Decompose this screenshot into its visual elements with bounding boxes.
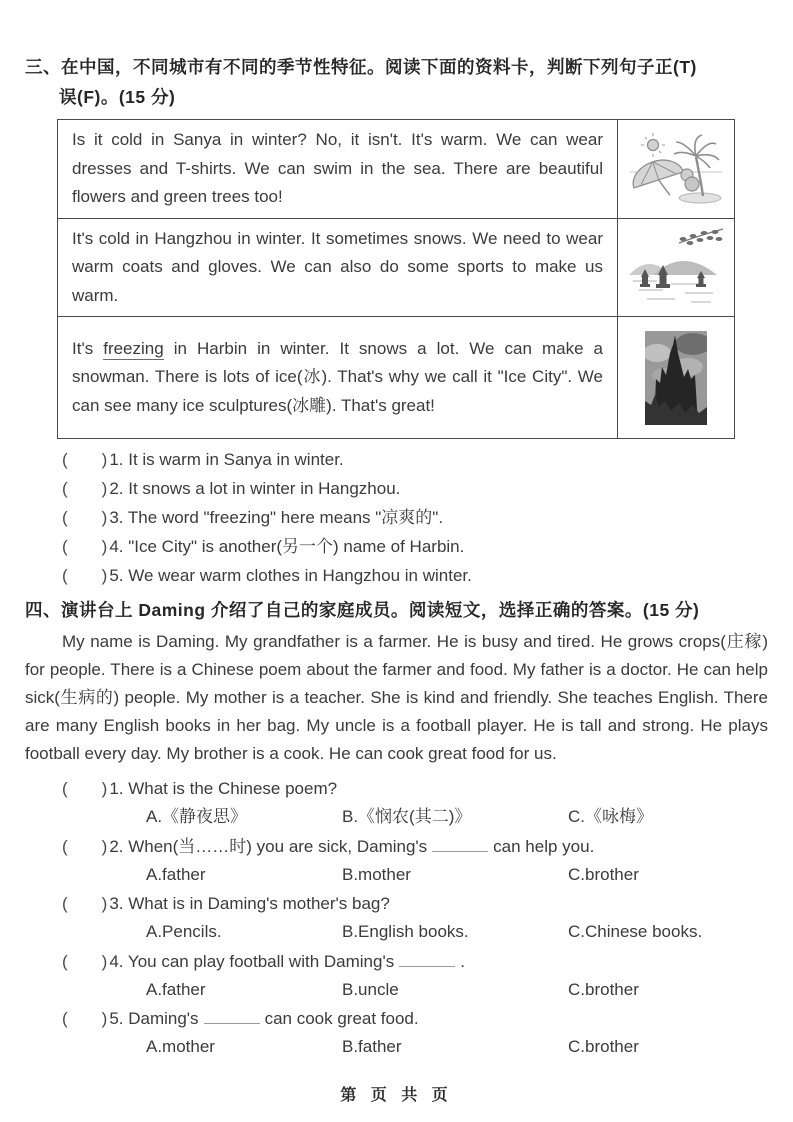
- section-3-heading-line1: 三、在中国，不同城市有不同的季节性特征。阅读下面的资料卡，判断下列句子正(T): [25, 57, 697, 77]
- option-a: A.father: [146, 979, 206, 999]
- mc-question-4-options: [62, 976, 768, 1005]
- tf-question-2: [62, 474, 768, 503]
- option-c: C.brother: [568, 1037, 639, 1056]
- mc-question-5-stem-before: 5. Daming's: [109, 1009, 199, 1028]
- answer-paren: ( ): [62, 1009, 108, 1028]
- mc-question-1-stem: 1. What is the Chinese poem?: [109, 779, 338, 798]
- section-3-questions: [62, 445, 768, 590]
- harbin-text-suffix: in Harbin in winter. It snows a lot. We can make a snowman. There is lots of ice(冰). That's why we call it "Ice City". We can see many ice sculptures(冰雕). That's great!: [72, 338, 603, 415]
- section-3-heading: [25, 52, 768, 112]
- option-a: A.《静夜思》: [146, 807, 248, 826]
- card-text-sanya: Is it cold in Sanya in winter? No, it isn't. It's warm. We can wear dresses and T-shirts. We can swim in the sea. There are beautiful flowers and green trees too!: [58, 120, 618, 219]
- tf-question-1: [62, 445, 768, 474]
- card-row-sanya: [58, 120, 735, 219]
- answer-blank: [432, 840, 488, 852]
- answer-paren: ( ): [62, 836, 108, 856]
- tf-question-3-text: 3. The word "freezing" here means "凉爽的".: [109, 508, 444, 527]
- option-b: B.English books.: [342, 922, 469, 941]
- mc-question-4-stem-after: .: [460, 951, 465, 971]
- mc-question-5-options: [62, 1033, 768, 1062]
- card-image-cell: [618, 317, 735, 439]
- mc-question-1: [62, 774, 768, 832]
- mc-question-2-stem-before: 2. When(当……时) you are sick, Daming's: [109, 836, 428, 856]
- option-c: C.Chinese books.: [568, 922, 703, 941]
- option-c: C.brother: [568, 864, 639, 884]
- card-image-cell: [618, 218, 735, 317]
- answer-paren: ( ): [62, 479, 108, 498]
- answer-paren: ( ): [62, 951, 108, 971]
- mc-question-4: [62, 947, 768, 1005]
- tf-question-4-text: 4. "Ice City" is another(另一个) name of Harbin.: [109, 537, 465, 556]
- mc-question-3-stem: 3. What is in Daming's mother's bag?: [109, 894, 390, 913]
- mc-question-3: [62, 889, 768, 947]
- answer-paren: ( ): [62, 450, 108, 469]
- option-a: A.father: [146, 864, 206, 884]
- reading-cards-table: [57, 119, 735, 439]
- answer-paren: ( ): [62, 566, 108, 585]
- answer-paren: ( ): [62, 508, 108, 527]
- mc-question-2-stem-after: can help you.: [493, 836, 595, 856]
- mc-question-1-stem-line: [62, 774, 768, 803]
- mc-question-2: [62, 832, 768, 890]
- option-a: A.mother: [146, 1037, 215, 1056]
- page-footer: 第 页 共 页: [340, 1087, 453, 1104]
- answer-blank: [399, 955, 455, 967]
- option-b: B.uncle: [342, 979, 399, 999]
- card-row-harbin: [58, 317, 735, 439]
- beach-scene-icon: [626, 130, 726, 208]
- mc-question-2-stem-line: [62, 832, 768, 861]
- option-b: B.《悯农(其二)》: [342, 807, 472, 826]
- answer-blank: [204, 1012, 260, 1024]
- section-4-heading: 四、演讲台上 Daming 介绍了自己的家庭成员。阅读短文，选择正确的答案。(15 分): [25, 600, 700, 620]
- option-a: A.Pencils.: [146, 922, 222, 941]
- option-c: C.brother: [568, 979, 639, 999]
- tf-question-5: [62, 561, 768, 590]
- tf-question-2-text: 2. It snows a lot in winter in Hangzhou.: [109, 479, 401, 498]
- card-text-harbin: [58, 317, 618, 439]
- card-text-hangzhou: It's cold in Hangzhou in winter. It sometimes snows. We need to wear warm coats and gloves. We can also do some sports to make us warm.: [58, 218, 618, 317]
- mc-question-4-stem-line: [62, 947, 768, 976]
- section-3-heading-line2: 误(F)。(15 分): [59, 87, 176, 107]
- tf-question-4: [62, 532, 768, 561]
- card-row-hangzhou: [58, 218, 735, 317]
- tf-question-3: [62, 503, 768, 532]
- answer-paren: ( ): [62, 537, 108, 556]
- answer-paren: ( ): [62, 894, 108, 913]
- underlined-word-freezing: freezing: [103, 338, 164, 358]
- ice-castle-photo-icon: [645, 331, 707, 425]
- option-b: B.father: [342, 1037, 402, 1056]
- mc-question-5-stem-after: can cook great food.: [264, 1009, 419, 1028]
- reading-passage: My name is Daming. My grandfather is a farmer. He is busy and tired. He grows crops(庄稼) for people. There is a Chinese poem about the farmer and food. My father is a doctor. He can help sick(生病的) people. My mother is a teacher. She is kind and friendly. She teaches English. There are many English books in her bag. My uncle is a football player. He is tall and strong. He plays football every day. My brother is a cook. He can cook great food for us.: [25, 632, 768, 763]
- mc-question-1-options: [62, 803, 768, 832]
- mc-question-5-stem-line: [62, 1004, 768, 1033]
- mc-question-4-stem-before: 4. You can play football with Daming's: [109, 951, 395, 971]
- tf-question-1-text: 1. It is warm in Sanya in winter.: [109, 450, 344, 469]
- mc-question-3-options: [62, 918, 768, 947]
- mc-question-5: [62, 1004, 768, 1062]
- mc-question-2-options: [62, 861, 768, 890]
- option-b: B.mother: [342, 864, 411, 884]
- card-image-cell: [618, 120, 735, 219]
- mc-question-3-stem-line: [62, 889, 768, 918]
- tf-question-5-text: 5. We wear warm clothes in Hangzhou in winter.: [109, 566, 472, 585]
- harbin-text-prefix: It's: [72, 338, 104, 358]
- option-c: C.《咏梅》: [568, 807, 653, 826]
- west-lake-scene-icon: [627, 227, 725, 307]
- answer-paren: ( ): [62, 779, 108, 798]
